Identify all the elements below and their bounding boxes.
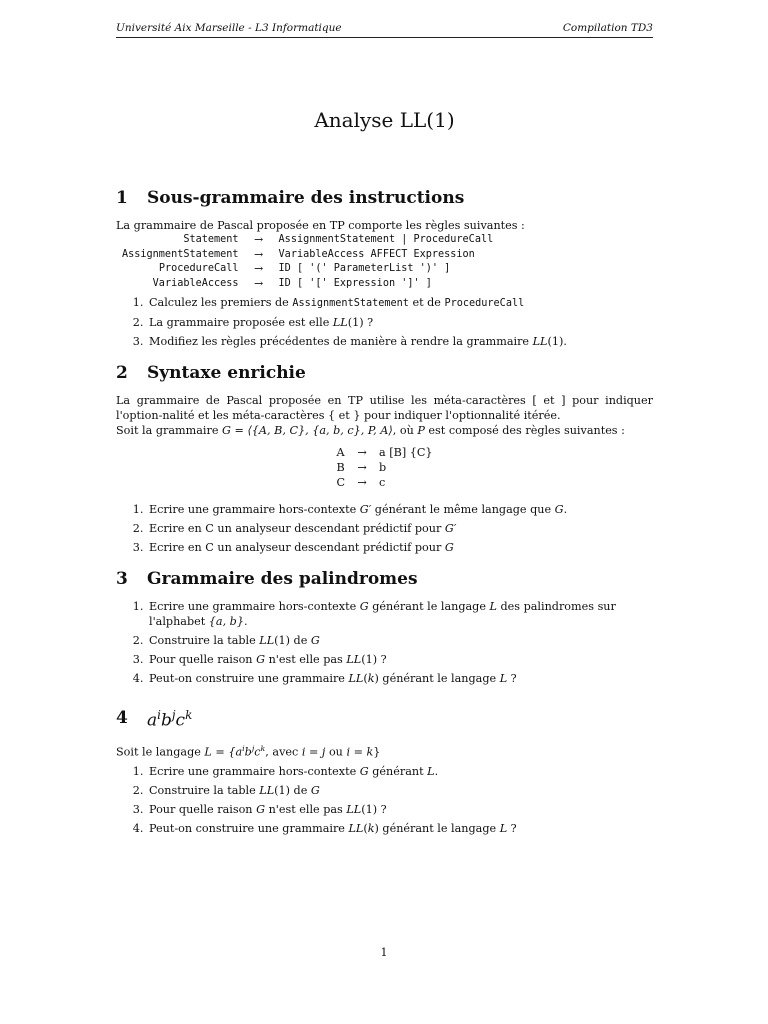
item-text: Construire la table bbox=[149, 634, 260, 648]
item-text: La grammaire proposée est elle bbox=[149, 316, 333, 330]
rule-arrow: → bbox=[253, 262, 264, 276]
list-item bbox=[147, 802, 653, 817]
item-text: Pour quelle raison bbox=[149, 653, 257, 667]
rule-rhs: ID [ '(' ParameterList ')' ] bbox=[278, 263, 451, 275]
item-text: n'est elle pas bbox=[265, 802, 347, 816]
item-text: ) générant le langage bbox=[374, 821, 500, 835]
section-intro bbox=[116, 741, 653, 760]
item-text: Ecrire en C un analyseur descendant prédictif pour bbox=[149, 541, 445, 555]
item-text: ( bbox=[363, 672, 368, 686]
section-number: 3 bbox=[116, 569, 128, 590]
item-math: LL bbox=[346, 802, 362, 816]
section-heading bbox=[116, 708, 653, 731]
item-text: et de bbox=[408, 296, 445, 310]
rule-lhs: B bbox=[336, 460, 345, 474]
item-math: {a, b} bbox=[208, 615, 244, 629]
section-1 bbox=[116, 188, 653, 349]
list-item bbox=[147, 821, 653, 836]
item-math: LL bbox=[348, 821, 364, 835]
item-text: générant le même langage que bbox=[371, 503, 555, 517]
list-item bbox=[147, 521, 653, 536]
para-sup: i bbox=[242, 743, 245, 753]
rule-lhs: VariableAccess bbox=[152, 277, 239, 289]
item-math: LL bbox=[332, 316, 348, 330]
item-math: LL bbox=[348, 672, 364, 686]
section-number: 2 bbox=[116, 363, 128, 384]
item-text: Peut-on construire une grammaire bbox=[149, 672, 349, 686]
running-header bbox=[116, 22, 653, 38]
item-text: générant le langage bbox=[368, 600, 490, 614]
item-text: ) générant le langage bbox=[374, 672, 500, 686]
rule-lhs: A bbox=[336, 446, 345, 460]
item-math: L bbox=[427, 764, 435, 778]
item-math: G bbox=[310, 783, 320, 797]
exercise-list bbox=[116, 502, 653, 555]
rule-rhs: b bbox=[379, 460, 387, 474]
item-text: Ecrire une grammaire hors-contexte bbox=[149, 503, 360, 517]
list-item bbox=[147, 599, 653, 629]
list-item bbox=[147, 502, 653, 517]
item-code: AssignmentStatement bbox=[292, 298, 409, 310]
item-code: ProcedureCall bbox=[444, 298, 525, 310]
section-intro: La grammaire de Pascal proposée en TP comporte les règles suivantes : bbox=[116, 219, 525, 232]
list-item bbox=[147, 671, 653, 686]
item-text: Ecrire une grammaire hors-contexte bbox=[149, 764, 360, 778]
item-math: G bbox=[444, 541, 454, 555]
rule-rhs: VariableAccess AFFECT Expression bbox=[278, 248, 475, 260]
item-math: G bbox=[310, 634, 320, 648]
item-text: (1) ? bbox=[361, 653, 387, 667]
item-math: G′ bbox=[444, 522, 457, 536]
para-math: b bbox=[244, 745, 252, 759]
section-title: Grammaire des palindromes bbox=[147, 569, 418, 590]
exercise-list bbox=[116, 764, 653, 836]
item-text: Calculez les premiers de bbox=[149, 296, 293, 310]
title-part: b bbox=[160, 710, 172, 731]
item-text: des palindromes sur l'alphabet bbox=[149, 600, 616, 629]
item-text: Pour quelle raison bbox=[149, 802, 257, 816]
header-left: Université Aix Marseille - L3 Informatique bbox=[116, 22, 342, 34]
item-math: G bbox=[359, 764, 369, 778]
rule-lhs: Statement bbox=[183, 234, 239, 245]
item-math: G′ bbox=[359, 503, 372, 517]
section-title: Sous-grammaire des instructions bbox=[147, 188, 465, 208]
rule-lhs: ProcedureCall bbox=[158, 263, 239, 275]
list-item bbox=[147, 783, 653, 798]
exercise-list bbox=[116, 295, 653, 349]
item-text: Peut-on construire une grammaire bbox=[149, 821, 349, 835]
grammar-rule bbox=[336, 476, 432, 491]
section-heading bbox=[116, 569, 653, 589]
item-math: G bbox=[554, 503, 564, 517]
section-number: 1 bbox=[116, 188, 128, 208]
item-text: n'est elle pas bbox=[265, 653, 347, 667]
item-text: Ecrire une grammaire hors-contexte bbox=[149, 600, 360, 614]
grammar-rules bbox=[336, 446, 432, 490]
section-heading bbox=[116, 188, 653, 208]
grammar-rule bbox=[122, 248, 493, 263]
item-text: ? bbox=[507, 821, 517, 835]
item-math: LL bbox=[259, 634, 275, 648]
title-part: c bbox=[175, 710, 186, 731]
list-item bbox=[147, 334, 653, 349]
item-text: . bbox=[434, 764, 439, 778]
rule-arrow: → bbox=[253, 247, 264, 261]
list-item bbox=[147, 315, 653, 330]
list-item bbox=[147, 764, 653, 779]
item-text: (1). bbox=[547, 335, 567, 349]
item-math: G bbox=[359, 600, 369, 614]
item-math: G bbox=[256, 653, 266, 667]
rule-arrow: → bbox=[357, 460, 367, 474]
list-item bbox=[147, 633, 653, 648]
item-text: (1) ? bbox=[347, 316, 374, 330]
para-text: , où bbox=[392, 424, 418, 438]
item-text: . bbox=[563, 503, 568, 517]
grammar-rule bbox=[122, 233, 493, 248]
item-text: (1) de bbox=[274, 783, 311, 797]
header-right: Compilation TD3 bbox=[562, 22, 653, 34]
para-sup: k bbox=[260, 743, 266, 753]
rule-arrow: → bbox=[253, 276, 264, 290]
section-2 bbox=[116, 363, 653, 555]
item-text: (1) de bbox=[274, 634, 311, 648]
item-text: (1) ? bbox=[361, 802, 387, 816]
para-text: , avec bbox=[265, 745, 302, 759]
page bbox=[116, 22, 653, 850]
rule-rhs: AssignmentStatement | ProcedureCall bbox=[278, 234, 494, 245]
page-number: 1 bbox=[380, 946, 388, 959]
item-text: ( bbox=[363, 821, 368, 835]
para-text: } bbox=[373, 745, 381, 759]
rule-arrow: → bbox=[357, 475, 367, 489]
para-text: ou bbox=[325, 745, 347, 759]
item-text: Ecrire en C un analyseur descendant prédictif pour bbox=[149, 522, 445, 536]
para-math: c bbox=[254, 745, 261, 759]
grammar-rule bbox=[122, 277, 493, 292]
section-paragraph: La grammaire de Pascal proposée en TP utilise les méta-caractères [ et ] pour indiquer l'option-nalité et les méta-caractères { et } pour indiquer l'optionnalité itérée. bbox=[116, 394, 653, 423]
item-math: LL bbox=[346, 653, 362, 667]
para-math: L = {a bbox=[204, 745, 243, 759]
item-math: LL bbox=[259, 783, 275, 797]
item-math: G bbox=[256, 802, 266, 816]
para-text: Soit le langage bbox=[116, 745, 205, 759]
item-math: L bbox=[489, 600, 497, 614]
section-paragraph bbox=[116, 423, 653, 438]
rule-arrow: → bbox=[357, 446, 367, 460]
rule-lhs: AssignmentStatement bbox=[122, 248, 239, 260]
para-math: P bbox=[417, 424, 425, 438]
item-math: LL bbox=[532, 335, 548, 349]
title-sup: k bbox=[185, 708, 193, 723]
title-sup: i bbox=[157, 708, 161, 723]
section-3 bbox=[116, 569, 653, 686]
list-item bbox=[147, 540, 653, 555]
item-math: L bbox=[499, 672, 508, 686]
rule-arrow: → bbox=[253, 233, 264, 246]
grammar-rule bbox=[336, 461, 432, 476]
para-sup: j bbox=[251, 743, 255, 753]
item-text: Modifiez les règles précédentes de manière à rendre la grammaire bbox=[149, 335, 533, 349]
section-title: Syntaxe enrichie bbox=[147, 363, 306, 384]
rule-rhs: a [B] {C} bbox=[379, 446, 433, 460]
section-number: 4 bbox=[116, 708, 128, 729]
grammar-rules bbox=[122, 233, 493, 291]
item-text: . bbox=[243, 615, 248, 629]
item-text: générant bbox=[368, 764, 428, 778]
item-text: ? bbox=[507, 672, 517, 686]
title-sup: j bbox=[171, 708, 176, 723]
exercise-list bbox=[116, 599, 653, 686]
para-math: i = j bbox=[301, 745, 326, 759]
section-title bbox=[147, 708, 192, 731]
list-item bbox=[147, 295, 653, 311]
rule-rhs: c bbox=[379, 475, 386, 489]
item-text: Construire la table bbox=[149, 783, 260, 797]
rule-lhs: C bbox=[336, 475, 346, 489]
item-math: k bbox=[367, 672, 375, 686]
title-part: a bbox=[147, 710, 158, 731]
grammar-rule bbox=[122, 262, 493, 277]
document-title: Analyse LL(1) bbox=[314, 108, 455, 132]
section-4 bbox=[116, 708, 653, 835]
section-heading bbox=[116, 363, 653, 383]
item-math: k bbox=[367, 821, 375, 835]
item-math: L bbox=[499, 821, 508, 835]
list-item bbox=[147, 652, 653, 667]
grammar-rule bbox=[336, 446, 432, 461]
para-math: i = k bbox=[346, 745, 374, 759]
rule-rhs: ID [ '[' Expression ']' ] bbox=[278, 277, 432, 289]
para-text: est composé des règles suivantes : bbox=[424, 424, 625, 438]
para-math: G = ⟨{A, B, C}, {a, b, c}, P, A⟩ bbox=[222, 424, 393, 438]
para-text: Soit la grammaire bbox=[116, 424, 223, 438]
